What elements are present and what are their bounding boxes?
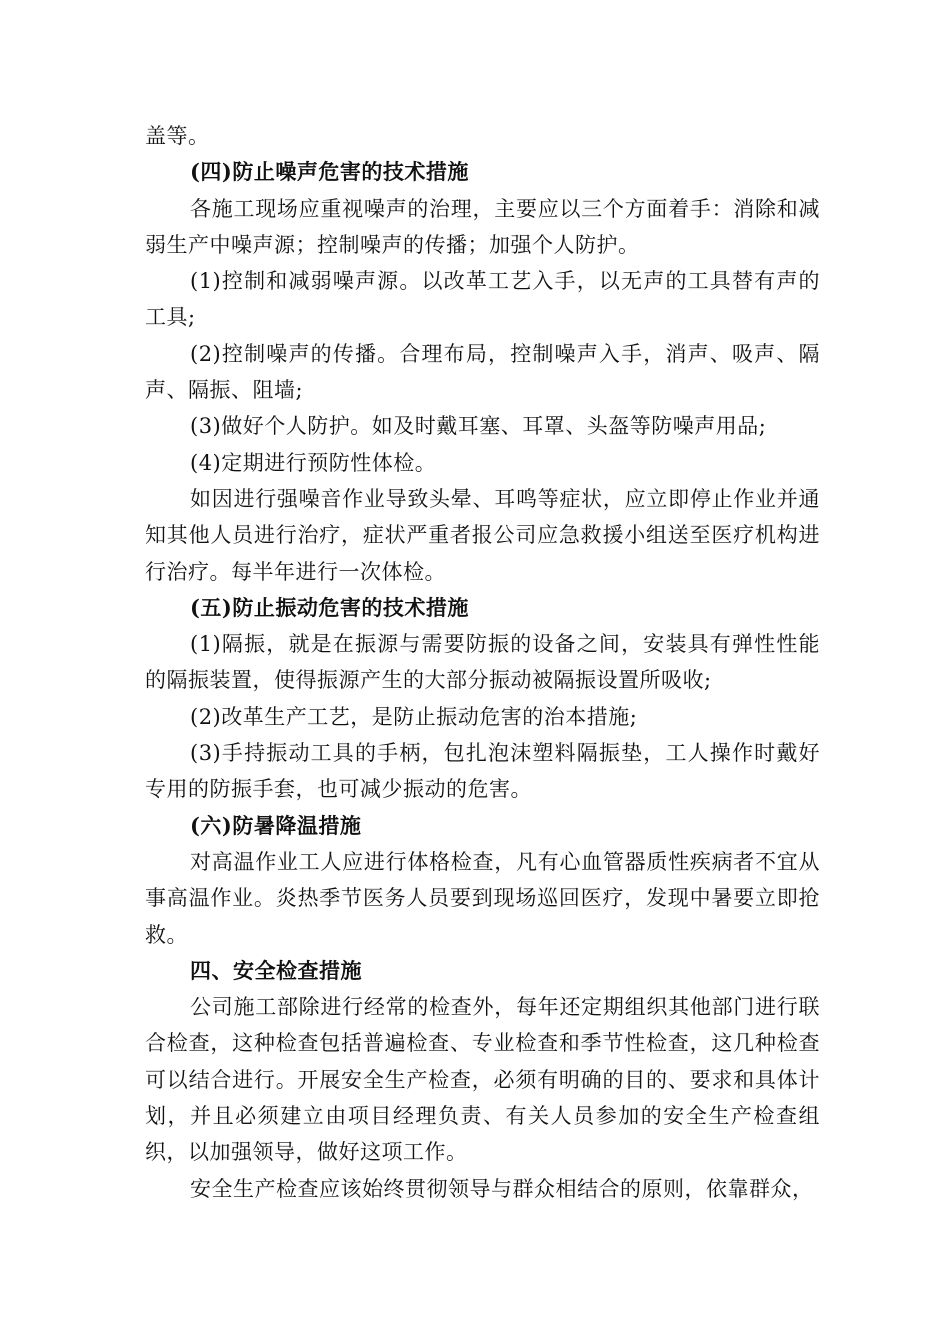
body-paragraph: 对高温作业工人应进行体格检查，凡有心血管器质性疾病者不宜从事高温作业。炎热季节医务人员要到现场巡回医疗，发现中暑要立即抢救。 (145, 849, 820, 947)
body-paragraph: 盖等。 (145, 124, 210, 148)
list-item: (1)隔振，就是在振源与需要防振的设备之间，安装具有弹性性能的隔振装置，使得振源产生的大部分振动被隔振设置所吸收; (145, 632, 820, 693)
list-item: (3)手持振动工具的手柄，包扎泡沫塑料隔振垫，工人操作时戴好专用的防振手套，也可减少振动的危害。 (145, 741, 820, 802)
document-page (145, 118, 820, 1207)
section-heading-noise: (四)防止噪声危害的技术措施 (190, 159, 469, 185)
list-item: (4)定期进行预防性体检。 (190, 450, 437, 475)
list-item: (2)控制噪声的传播。合理布局，控制噪声入手，消声、吸声、隔声、隔振、阻墙; (145, 341, 820, 403)
body-paragraph: 各施工现场应重视噪声的治理，主要应以三个方面着手：消除和减弱生产中噪声源；控制噪声的传播；加强个人防护。 (145, 196, 820, 257)
section-heading-safety-inspection: 四、安全检查措施 (190, 957, 362, 983)
section-heading-heat: (六)防暑降温措施 (190, 812, 362, 838)
list-item: (3)做好个人防护。如及时戴耳塞、耳罩、头盔等防噪声用品; (190, 414, 767, 439)
body-paragraph: 公司施工部除进行经常的检查外，每年还定期组织其他部门进行联合检查，这种检查包括普遍检查、专业检查和季节性检查，这几种检查可以结合进行。开展安全生产检查，必须有明确的目的、要求和具体计划，并且必须建立由项目经理负责、有关人员参加的安全生产检查组织，以加强领导，做好这项工作。 (145, 995, 820, 1165)
list-item: (1)控制和减弱噪声源。以改革工艺入手，以无声的工具替有声的工具; (145, 269, 820, 330)
body-paragraph: 如因进行强噪音作业导致头晕、耳鸣等症状，应立即停止作业并通知其他人员进行治疗，症状严重者报公司应急救援小组送至医疗机构进行治疗。每半年进行一次体检。 (145, 486, 820, 584)
section-heading-vibration: (五)防止振动危害的技术措施 (190, 594, 469, 620)
body-paragraph: 安全生产检查应该始终贯彻领导与群众相结合的原则，依靠群众， (190, 1176, 814, 1201)
list-item: (2)改革生产工艺，是防止振动危害的治本措施; (190, 704, 638, 729)
